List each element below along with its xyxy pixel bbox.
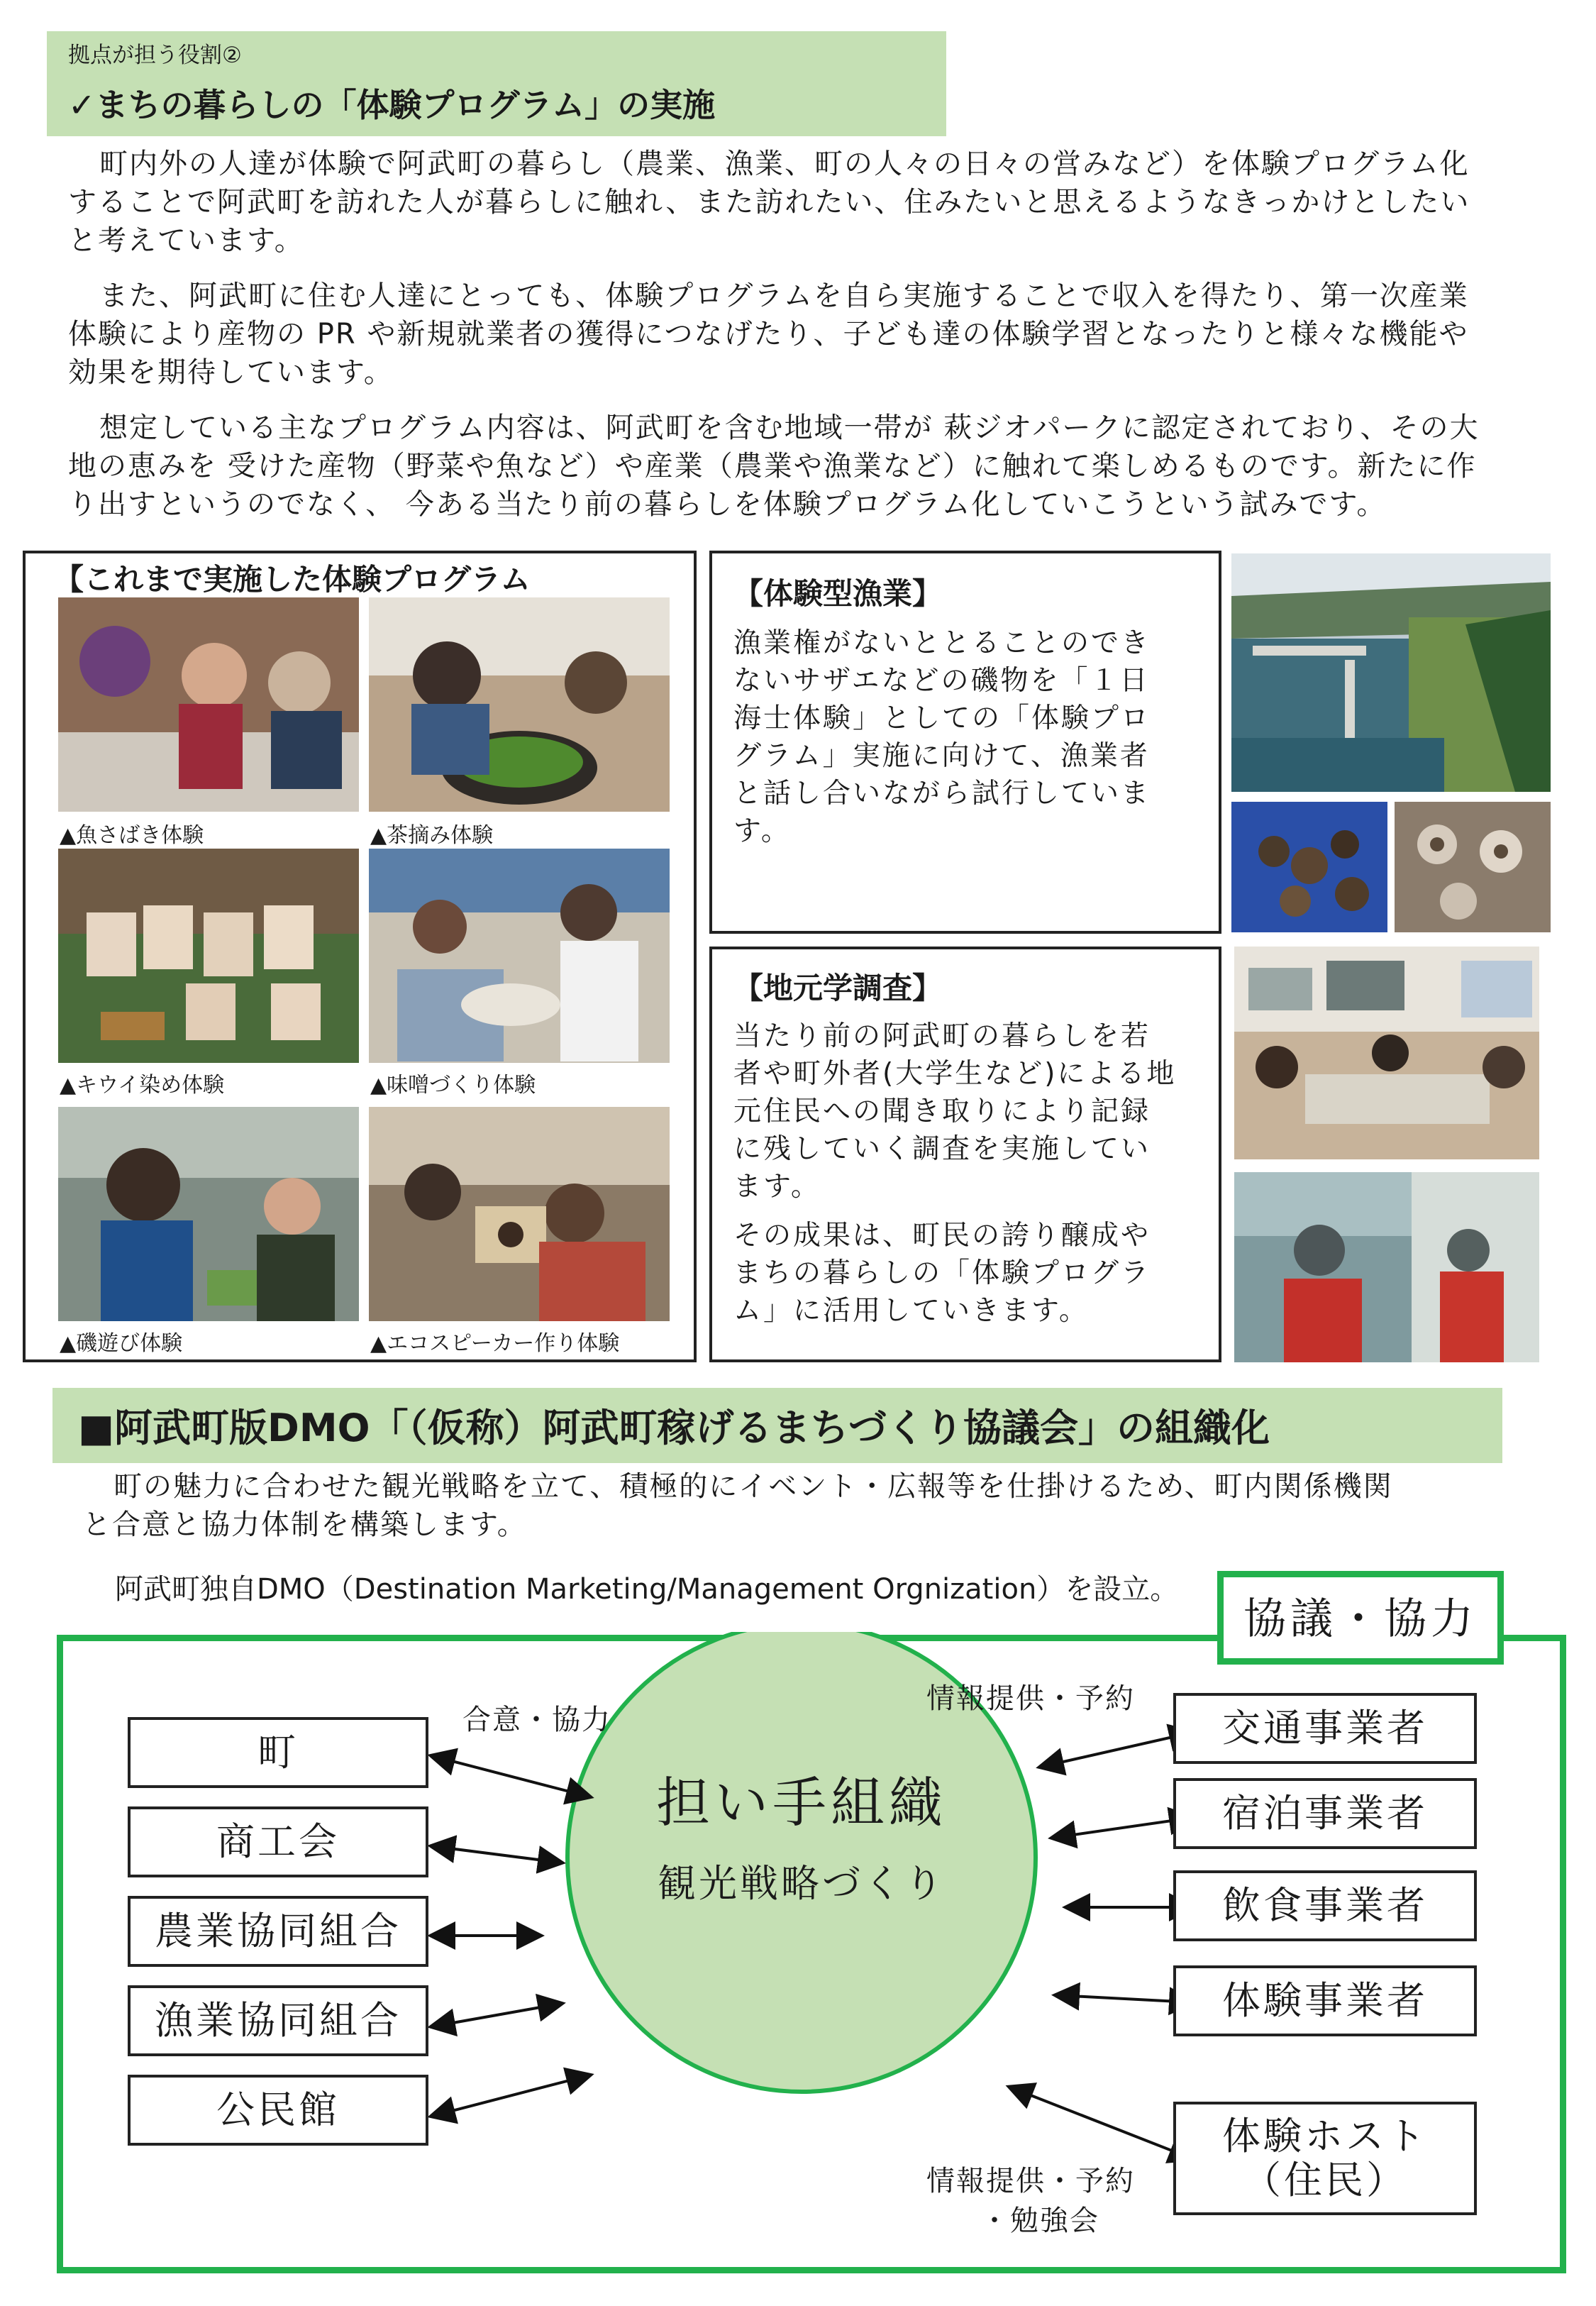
fishing-line: 海士体験」としての「体験プロ — [733, 702, 1151, 734]
intro-paragraph-2 — [68, 277, 1556, 392]
entity-experience-host: 体験ホスト （住民） — [1173, 2102, 1477, 2215]
intro-line: と考えています。 — [68, 224, 304, 257]
arrow-experience — [1057, 1995, 1192, 2002]
intro-paragraph-3 — [68, 409, 1556, 524]
fishing-body — [733, 624, 1202, 850]
section2-line: と合意と協力体制を構築します。 — [82, 1508, 527, 1541]
photo-meeting-room — [1234, 947, 1539, 1159]
entity-lodging: 宿泊事業者 — [1173, 1778, 1477, 1849]
caption-miso-making: ▲味噌づくり体験 — [370, 1073, 536, 1098]
entity-food: 飲食事業者 — [1173, 1870, 1477, 1941]
intro-line: 想定している主なプログラム内容は、阿武町を含む地域一帯が 萩ジオパークに認定されており、その大 — [99, 412, 1480, 444]
photo-shellfish-2 — [1395, 802, 1551, 932]
photo-harbor-aerial — [1231, 553, 1551, 792]
intro-paragraph-1 — [68, 145, 1556, 260]
label-info-reservation-study: 情報提供・予約 — [926, 2165, 1135, 2197]
survey-line: ます。 — [733, 1171, 821, 1203]
intro-line: 効果を期待しています。 — [68, 356, 394, 389]
entity-transport: 交通事業者 — [1173, 1693, 1477, 1764]
intro-line: 町内外の人達が体験で阿武町の暮らし（農業、漁業、町の人々の日々の営みなど）を体験プログラム化 — [99, 148, 1470, 180]
survey-line: 者や町外者(大学生など)による地 — [733, 1058, 1177, 1090]
arrow-commerce — [433, 1846, 560, 1863]
photo-tea-picking — [369, 597, 670, 812]
caption-fish-cleaning: ▲魚さばき体験 — [60, 823, 204, 848]
section2-paragraph — [82, 1467, 1544, 1544]
arrow-host — [1011, 2087, 1192, 2158]
photo-eco-speaker — [369, 1107, 670, 1321]
photo-miso-making — [369, 849, 670, 1063]
caption-eco-speaker: ▲エコスピーカー作り体験 — [370, 1331, 620, 1356]
fishing-title: 【体験型漁業】 — [733, 576, 943, 611]
label-info-reservation: 情報提供・予約 — [926, 1682, 1135, 1715]
survey-line: ム」に活用していきます。 — [733, 1295, 1089, 1327]
entity-commerce: 商工会 — [128, 1806, 428, 1877]
photo-rock-pool — [58, 1107, 359, 1321]
arrow-town — [433, 1756, 589, 1797]
intro-line: また、阿武町に住む人達にとっても、体験プログラムを自ら実施することで収入を得たり、第一次産業 — [99, 280, 1469, 312]
label-agreement: 合意・協力 — [462, 1704, 611, 1736]
entity-fishery-coop: 漁業協同組合 — [128, 1985, 428, 2056]
fishing-line: ることのでき — [972, 627, 1151, 659]
survey-body — [733, 1017, 1216, 1330]
arrow-transport — [1041, 1733, 1192, 1767]
entity-agri-coop: 農業協同組合 — [128, 1896, 428, 1967]
photo-shellfish-1 — [1231, 802, 1387, 932]
survey-line: に残していく調査を実施してい — [733, 1133, 1151, 1165]
intro-line: り出すというのでなく、 今ある当たり前の暮らしを体験プログラム化していこうという試みです。 — [68, 488, 1387, 521]
photo-kiwi-dyeing — [58, 849, 359, 1063]
header-title: ✓まちの暮らしの「体験プログラム」の実施 — [68, 86, 716, 124]
caption-kiwi-dyeing: ▲キウイ染め体験 — [60, 1073, 225, 1098]
fishing-line: と話し合いながら試行していま — [733, 778, 1151, 810]
section2-title: ■阿武町版DMO「（仮称）阿武町稼げるまちづくり協議会」の組織化 — [78, 1406, 1270, 1450]
fishing-line: グラム」実施に向けて、漁業者 — [733, 740, 1150, 772]
label-study: ・勉強会 — [980, 2205, 1099, 2237]
entity-experience: 体験事業者 — [1173, 1965, 1477, 2036]
entity-town: 町 — [128, 1717, 428, 1788]
arrow-fishery — [433, 2004, 560, 2026]
survey-line: 当たり前の阿武町の暮らしを若 — [733, 1020, 1151, 1052]
survey-line: その成果は、町民の誇り醸成や — [733, 1220, 1151, 1252]
caption-rock-pool: ▲磯遊び体験 — [60, 1331, 183, 1356]
frame-label: 協議・協力 — [1243, 1594, 1478, 1644]
intro-line: 地の恵みを 受けた産物（野菜や魚など）や産業（農業や漁業など）に触れて楽しめるものです。新たに作 — [68, 450, 1477, 482]
section2-line: 町の魅力に合わせた観光戦略を立て、積極的にイベント・広報等を仕掛けるため、町内関係機関 — [113, 1470, 1393, 1503]
fishing-line: す。 — [733, 815, 791, 847]
center-subtitle: 観光戦略づくり — [658, 1861, 946, 1906]
caption-tea-picking: ▲茶摘み体験 — [370, 823, 494, 848]
dmo-line: 阿武町独自DMO（Destination Marketing/Management Orgnization）を設立。 — [115, 1573, 1179, 1606]
survey-title: 【地元学調査】 — [733, 971, 943, 1005]
arrow-lodging — [1053, 1818, 1192, 1838]
programs-title: 【これまで実施した体験プログラム — [54, 562, 531, 597]
intro-line: 体験により産物の PR や新規就業者の獲得につなげたり、子ども達の体験学習となったりと様々な機能や — [68, 318, 1469, 351]
center-title: 担い手組織 — [656, 1771, 947, 1834]
fishing-line: 漁業権がないとと — [733, 627, 972, 659]
survey-line: 元住民への聞き取りにより記録 — [733, 1096, 1151, 1127]
header-subtitle: 拠点が担う役割② — [68, 43, 242, 68]
survey-line: まちの暮らしの「体験プログラ — [733, 1257, 1151, 1289]
fishing-line: ないサザエなどの磯物を「１日 — [733, 665, 1150, 697]
photo-boat-interview — [1234, 1172, 1539, 1362]
intro-line: することで阿武町を訪れた人が暮らしに触れ、また訪れたい、住みたいと思えるようなきっかけとしたい — [68, 186, 1470, 219]
entity-community-hall: 公民館 — [128, 2075, 428, 2146]
arrow-hall — [433, 2075, 589, 2116]
photo-fish-cleaning — [58, 597, 359, 812]
